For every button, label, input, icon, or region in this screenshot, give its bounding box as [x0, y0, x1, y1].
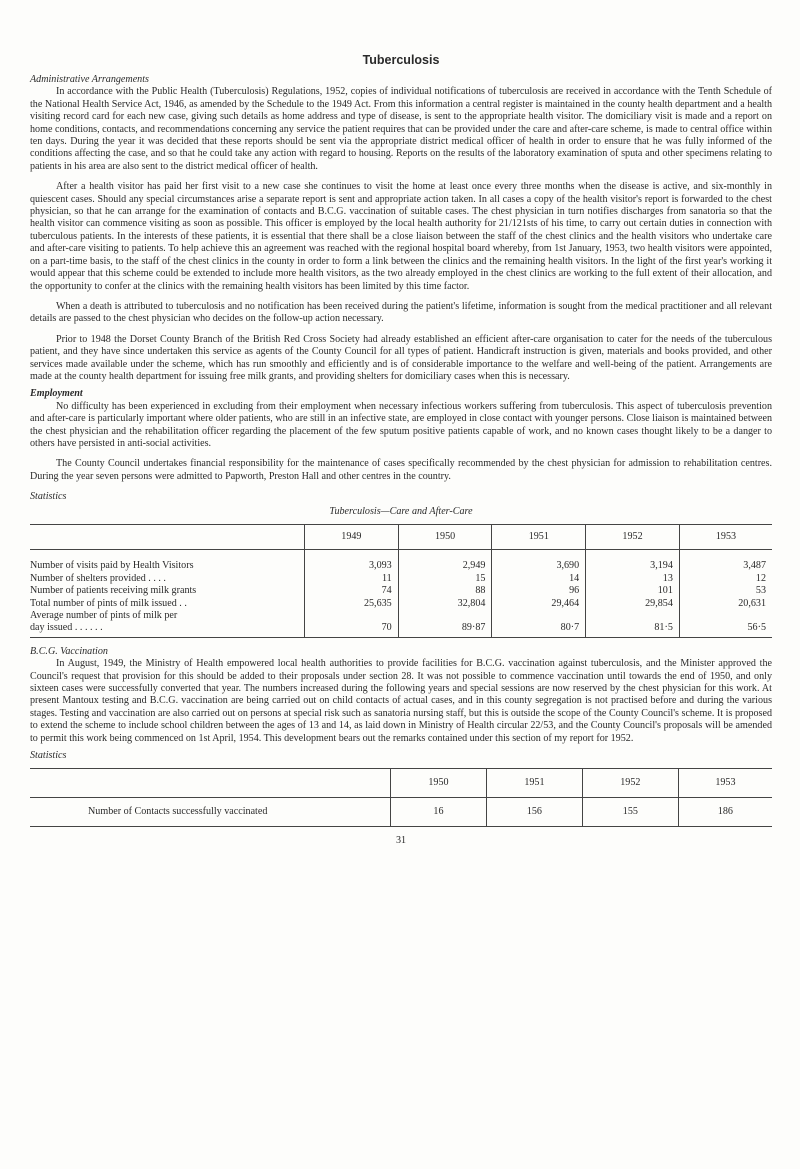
- admin-heading: Administrative Arrangements: [30, 74, 149, 85]
- cell: 156: [486, 797, 582, 826]
- year-header: 1950: [391, 768, 487, 797]
- cell: 12: [679, 573, 772, 585]
- header-blank: [30, 768, 391, 797]
- year-header: 1951: [492, 525, 586, 550]
- cell: 155: [582, 797, 678, 826]
- year-header: 1951: [486, 768, 582, 797]
- year-header: 1949: [305, 525, 399, 550]
- cell: 70: [305, 622, 399, 637]
- employment-heading: Employment: [30, 388, 83, 400]
- row-label: Average number of pints of milk per: [30, 610, 178, 622]
- cell: 74: [305, 585, 399, 597]
- table-row: [30, 598, 772, 610]
- row-label: day issued . . . . . .: [30, 622, 305, 637]
- cell: 32,804: [398, 598, 492, 610]
- row-label: Number of shelters provided . . . .: [30, 572, 166, 584]
- cell: 53: [679, 585, 772, 597]
- cell: 20,631: [679, 598, 772, 610]
- cell: 3,093: [305, 550, 399, 573]
- year-header: 1953: [679, 525, 772, 550]
- paragraph: The County Council undertakes financial responsibility for the maintenance of cases specifically recommended by the chest physician for admission to rehabilitation centres. During the year seven persons were admitted to Papworth, Preston Hall and other centres in the country.: [30, 458, 772, 482]
- paragraph: After a health visitor has paid her first visit to a new case she continues to visit the home at least once every three months when the disease is active, and six-monthly in quiescent cases. Should any special circumstances arise a separate report is sent and appropriate action taken. In all cases a copy of the health visitor's report is forwarded to the chest physician, so that he can arrange for the examination of contacts and B.C.G. vaccination of suitable cases. The chest physician in turn notifies discharges from sanatoria so that the health visitor can commence visiting as soon as possible. This officer is employed by the local health authority for 21/121sts of his time, to carry out certain duties in connection with tuberculous patients. In the interests of these patients, it is essential that there shall be a close liaison between the staff of the chest clinics and the health visitors who undertake care and after-care visiting to patients. To help achieve this an agreement was reached with the regional hospital board whereby, from 1st January, 1953, two health visitors were appointed, on a part-time basis, to the staff of the chest clinics in the county in order to form a link between the clinics and the remaining health visitors. In the light of the first year's working it would appear that this scheme could be extended to include more health visitors, as the two already employed in the chest clinics are working to the full extent of their allocation, and the opportunity to confer at the clinics with the remaining health visitors has been limited by this time factor.: [30, 181, 772, 292]
- header-blank: [30, 525, 305, 550]
- bcg-heading: B.C.G. Vaccination: [30, 645, 108, 657]
- cell: 29,854: [586, 598, 680, 610]
- cell: 89·87: [398, 622, 492, 637]
- cell: 2,949: [398, 550, 492, 573]
- table-row: [30, 622, 772, 637]
- cell: 3,690: [492, 550, 586, 573]
- cell: 13: [586, 573, 680, 585]
- paragraph: Prior to 1948 the Dorset County Branch of the British Red Cross Society had already established an efficient after-care organisation to cater for the needs of the tuberculous patient, and they have since undertaken this service as agents of the County Council for all types of patient. Handicraft instruction is given, materials and books provided, and other services made available under the scheme, which has run smoothly and efficiently and is of considerable importance to the welfare and well-being of the patient. Arrangements are made at the county health department for issuing free milk grants, and providing shelters for domiciliary cases when this is necessary.: [30, 333, 772, 382]
- statistics-heading: Statistics: [30, 491, 67, 503]
- cell: 16: [391, 797, 487, 826]
- year-header: 1952: [582, 768, 678, 797]
- employment-body: [30, 401, 772, 483]
- table-row: [30, 585, 772, 597]
- page-number: 31: [395, 835, 407, 847]
- bcg-body: [30, 658, 772, 745]
- year-header: 1953: [678, 768, 772, 797]
- cell: 3,487: [679, 550, 772, 573]
- cell: [398, 610, 492, 622]
- cell: 15: [398, 573, 492, 585]
- page-title: Tuberculosis: [362, 53, 440, 67]
- paragraph: In accordance with the Public Health (Tuberculosis) Regulations, 1952, copies of individual notifications of tuberculosis are received in accordance with the Tenth Schedule of the National Health Service Act, 1946, as amended by the Schedule to the 1949 Act. From this information a central register is maintained in the county health department and a health visiting record card for each new case, giving such details as home address and type of disease, is sent to the appropriate health visitor. The domiciliary visit is made and a report on home conditions, contacts, and recommendations concerning any service the patient requires that can be provided under the care and after-care scheme, is made to central office within ten days. During the year it was decided that these reports should be sent via the appropriate district medical officer of health in order to ensure that he was fully informed of the conditions affecting the case, and so that he could take any action with regard to housing. Reports on the results of the laboratory examination of sputa and other specimens relating to patients in his area are also sent to the district medical officer of health.: [30, 86, 772, 172]
- cell: [492, 610, 586, 622]
- row-label: Number of patients receiving milk grants: [30, 585, 197, 597]
- admin-body: [30, 86, 772, 383]
- cell: 101: [586, 585, 680, 597]
- cell: 81·5: [586, 622, 680, 637]
- cell: 88: [398, 585, 492, 597]
- cell: [586, 610, 680, 622]
- paragraph: When a death is attributed to tuberculosis and no notification has been received during the patient's lifetime, information is sought from the medical practitioner and all relevant details are passed to the chest physician who decides on the follow-up action necessary.: [30, 300, 772, 325]
- cell: 3,194: [586, 550, 680, 573]
- cell: 29,464: [492, 598, 586, 610]
- cell: 11: [305, 573, 399, 585]
- cell: 186: [678, 797, 772, 826]
- table-row: [30, 610, 772, 622]
- vaccination-table: [30, 768, 772, 828]
- care-table-caption: Tuberculosis—Care and After-Care: [329, 505, 473, 517]
- care-table: [30, 524, 772, 638]
- cell: [679, 610, 772, 622]
- row-label: Number of visits paid by Health Visitors: [30, 560, 194, 572]
- year-header: 1952: [586, 525, 680, 550]
- cell: 14: [492, 573, 586, 585]
- table-row: [30, 550, 772, 573]
- cell: 56·5: [679, 622, 772, 637]
- cell: 96: [492, 585, 586, 597]
- cell: 80·7: [492, 622, 586, 637]
- paragraph: No difficulty has been experienced in excluding from their employment when necessary infectious workers suffering from tuberculosis. This aspect of tuberculosis prevention and after-care is particularly important where older patients, who are still in an infective state, are employed in close contact with younger persons. Close liaison is maintained between the chest physician and the rehabilitation officer regarding the placement of the few sputum positive patients capable of work, and no known cases thought likely to be a danger to others have persisted in anti-social activities.: [30, 400, 772, 449]
- cell: [305, 610, 399, 622]
- paragraph: In August, 1949, the Ministry of Health empowered local health authorities to provide facilities for B.C.G. vaccination against tuberculosis, and the Minister approved the Council's request that provision for this should be added to their proposals under section 28. It was not possible to commence vaccination until towards the end of 1950, and only sixteen cases were successfully converted that year. The numbers increased during the following years and special sessions are now reserved by the chest physician for this work. At present Mantoux testing and B.C.G. vaccination are being carried out on child contacts of actual cases, and in this county segregation is not practised before and during the various stages. Testing and vaccination are also carried out on persons at special risk such as sanatoria nursing staff, but this is outside the scope of the County Council's scheme. It is proposed to extend the scheme to include school children between the ages of 13 and 14, as laid down in Ministry of Health circular 22/53, and the County Council's proposals will be amended to permit this work being commenced on 1st April, 1954. This development bears out the remarks contained under this section of my report for 1952.: [30, 658, 772, 744]
- document-page: [30, 53, 772, 848]
- year-header: 1950: [398, 525, 492, 550]
- table-row: [30, 573, 772, 585]
- row-label: Total number of pints of milk issued . .: [30, 597, 187, 609]
- row-label: Number of Contacts successfully vaccinated: [30, 797, 391, 826]
- cell: 25,635: [305, 598, 399, 610]
- table-row: [30, 797, 772, 826]
- statistics-heading-2: Statistics: [30, 750, 67, 762]
